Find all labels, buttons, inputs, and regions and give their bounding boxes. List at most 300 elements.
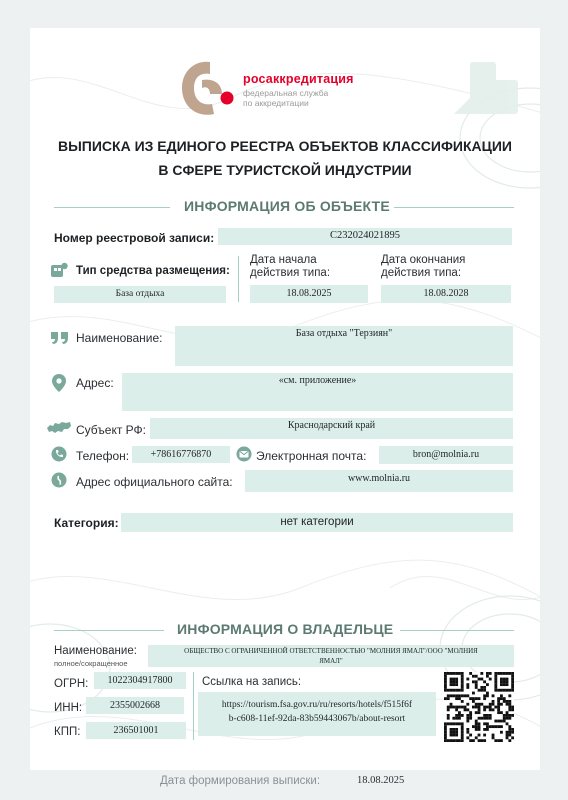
address-label: Адрес: (76, 376, 114, 390)
qr-module (444, 686, 447, 689)
qr-module (511, 675, 514, 678)
qr-module (458, 722, 461, 725)
qr-module (506, 711, 509, 714)
qr-module (508, 728, 511, 731)
qr-module (478, 739, 481, 742)
qr-module (486, 692, 489, 695)
registry-number-label: Номер реестровой записи: (54, 231, 215, 245)
region-value: Краснодарский край (150, 418, 513, 439)
qr-module (478, 717, 481, 720)
phone-label: Телефон: (76, 449, 130, 463)
qr-module (478, 703, 481, 706)
qr-module (469, 717, 472, 720)
start-date-label-line2: действия типа: (250, 267, 331, 279)
qr-module (447, 739, 450, 742)
qr-module (478, 711, 481, 714)
qr-module (472, 675, 475, 678)
qr-module (455, 717, 458, 720)
qr-module (466, 731, 469, 734)
qr-module (450, 694, 453, 697)
qr-module (500, 694, 503, 697)
qr-module (458, 694, 461, 697)
qr-module (503, 717, 506, 720)
qr-module (472, 680, 475, 683)
qr-module (475, 711, 478, 714)
qr-module (497, 739, 500, 742)
qr-module (494, 686, 497, 689)
qr-module (475, 728, 478, 731)
qr-module (458, 697, 461, 700)
qr-module (500, 678, 503, 681)
qr-module (497, 697, 500, 700)
qr-module (511, 714, 514, 717)
qr-module (494, 689, 497, 692)
qr-module (508, 739, 511, 742)
qr-module (444, 725, 447, 728)
qr-module (489, 706, 492, 709)
qr-module (506, 683, 509, 686)
qr-module (450, 734, 453, 737)
qr-module (494, 683, 497, 686)
qr-module (455, 694, 458, 697)
qr-module (450, 672, 453, 675)
qr-module (483, 689, 486, 692)
qr-module (472, 739, 475, 742)
qr-module (506, 714, 509, 717)
qr-module (508, 714, 511, 717)
qr-module (508, 717, 511, 720)
owner-name-value-line1: ОБЩЕСТВО С ОГРАНИЧЕННОЙ ОТВЕТСТВЕННОСТЬЮ "МОЛНИЯ ЯМАЛ"/ООО "МОЛНИЯ (184, 647, 478, 655)
qr-module (461, 736, 464, 739)
qr-module (503, 697, 506, 700)
qr-module (478, 722, 481, 725)
qr-module (452, 717, 455, 720)
qr-module (486, 717, 489, 720)
qr-module (461, 700, 464, 703)
owner-name-value-line2: ЯМАЛ" (319, 657, 343, 665)
qr-module (458, 714, 461, 717)
qr-module (455, 714, 458, 717)
qr-module (450, 689, 453, 692)
phone-icon (51, 446, 67, 462)
qr-module (447, 706, 450, 709)
object-name-value: База отдыха "Терзиян" (175, 326, 513, 366)
qr-module (478, 678, 481, 681)
qr-module (452, 689, 455, 692)
qr-module (450, 680, 453, 683)
qr-module (506, 731, 509, 734)
qr-module (511, 706, 514, 709)
qr-module (492, 694, 495, 697)
qr-module (497, 711, 500, 714)
qr-module (444, 736, 447, 739)
qr-module (452, 678, 455, 681)
qr-module (455, 697, 458, 700)
phone-value: +78616776870 (132, 446, 230, 463)
qr-module (508, 734, 511, 737)
rosaccreditation-logo-icon (176, 58, 238, 116)
qr-module (455, 731, 458, 734)
qr-module (489, 703, 492, 706)
owner-name-value (148, 645, 514, 667)
qr-module (508, 731, 511, 734)
owner-section-heading: ИНФОРМАЦИЯ О ВЛАДЕЛЬЦЕ (177, 621, 394, 637)
qr-module (475, 686, 478, 689)
qr-module (466, 686, 469, 689)
qr-module (461, 686, 464, 689)
building-icon (50, 262, 68, 278)
qr-module (497, 689, 500, 692)
qr-module (492, 725, 495, 728)
qr-module (455, 678, 458, 681)
qr-module (450, 722, 453, 725)
accommodation-type-label: Тип средства размещения: (76, 265, 230, 277)
qr-module (444, 728, 447, 731)
qr-module (486, 675, 489, 678)
qr-module (464, 708, 467, 711)
qr-module (497, 706, 500, 709)
qr-module (444, 683, 447, 686)
qr-module (486, 728, 489, 731)
qr-module (444, 680, 447, 683)
brand-subtitle-line2: по аккредитации (243, 98, 309, 108)
email-icon (235, 446, 253, 462)
qr-module (447, 697, 450, 700)
qr-module (503, 683, 506, 686)
end-date-label-line2: действия типа: (381, 267, 462, 279)
qr-module (508, 689, 511, 692)
qr-module (455, 739, 458, 742)
qr-module (469, 697, 472, 700)
qr-module (500, 680, 503, 683)
qr-module (469, 672, 472, 675)
location-pin-icon (51, 373, 67, 393)
owner-rule-left (54, 630, 164, 631)
qr-module (461, 675, 464, 678)
qr-module (455, 734, 458, 737)
object-section-heading: ИНФОРМАЦИЯ ОБ ОБЪЕКТЕ (184, 198, 390, 214)
qr-module (486, 694, 489, 697)
qr-module (497, 700, 500, 703)
brand-name: росаккредитация (243, 72, 354, 86)
object-name-label: Наименование: (76, 331, 163, 345)
owner-rule-right (400, 630, 514, 631)
record-link-value[interactable] (198, 692, 436, 736)
qr-module (469, 714, 472, 717)
qr-module (506, 689, 509, 692)
qr-module (483, 697, 486, 700)
qr-module (461, 725, 464, 728)
qr-module (486, 683, 489, 686)
qr-module (447, 672, 450, 675)
qr-module (461, 678, 464, 681)
qr-module (494, 672, 497, 675)
qr-module (497, 708, 500, 711)
qr-module (450, 728, 453, 731)
qr-module (511, 683, 514, 686)
qr-module (492, 708, 495, 711)
qr-module (508, 700, 511, 703)
qr-module (447, 717, 450, 720)
qr-module (503, 678, 506, 681)
qr-module (489, 717, 492, 720)
section-rule-left (54, 207, 170, 208)
qr-module (452, 739, 455, 742)
qr-module (483, 717, 486, 720)
qr-module (447, 722, 450, 725)
qr-module (478, 734, 481, 737)
russia-map-icon (46, 420, 72, 434)
qr-module (508, 672, 511, 675)
qr-module (458, 717, 461, 720)
qr-module (450, 703, 453, 706)
category-value: нет категории (121, 513, 513, 532)
qr-module (497, 672, 500, 675)
quote-icon (50, 331, 70, 345)
qr-module (508, 703, 511, 706)
qr-module (511, 672, 514, 675)
qr-module (497, 720, 500, 723)
document-title-line1: ВЫПИСКА ИЗ ЕДИНОГО РЕЕСТРА ОБЪЕКТОВ КЛАССИФИКАЦИИ (57, 138, 512, 154)
qr-module (500, 739, 503, 742)
qr-module (483, 728, 486, 731)
qr-module (500, 683, 503, 686)
qr-module (494, 739, 497, 742)
qr-module (492, 736, 495, 739)
qr-module (455, 680, 458, 683)
qr-module (480, 689, 483, 692)
qr-module (478, 728, 481, 731)
email-value: bron@molnia.ru (379, 446, 513, 464)
qr-module (486, 722, 489, 725)
brand-subtitle-line1: федеральная служба (243, 88, 329, 98)
qr-module (458, 739, 461, 742)
qr-module (475, 725, 478, 728)
qr-module (452, 672, 455, 675)
qr-module (486, 714, 489, 717)
globe-icon (51, 472, 67, 488)
qr-module (508, 708, 511, 711)
start-date-value: 18.08.2025 (250, 285, 368, 303)
qr-module (455, 672, 458, 675)
generation-date-value: 18.08.2025 (357, 775, 405, 786)
qr-module (480, 717, 483, 720)
qr-module (461, 731, 464, 734)
qr-module (461, 734, 464, 737)
qr-module (452, 734, 455, 737)
qr-module (461, 739, 464, 742)
qr-module (452, 680, 455, 683)
qr-module (452, 706, 455, 709)
qr-module (475, 736, 478, 739)
qr-module (466, 678, 469, 681)
qr-module (494, 706, 497, 709)
qr-module (489, 725, 492, 728)
qr-module (506, 722, 509, 725)
qr-module (480, 672, 483, 675)
record-link-line1[interactable]: https://tourism.fsa.gov.ru/ru/resorts/hotels/f515f6f (221, 700, 413, 710)
qr-module (483, 680, 486, 683)
qr-module (452, 683, 455, 686)
qr-module (511, 708, 514, 711)
qr-module (464, 706, 467, 709)
qr-module (503, 714, 506, 717)
owner-name-label: Наименование: (54, 645, 137, 657)
qr-module (500, 731, 503, 734)
qr-module (511, 736, 514, 739)
qr-module (506, 678, 509, 681)
qr-module (492, 734, 495, 737)
qr-module (447, 714, 450, 717)
qr-module (444, 722, 447, 725)
qr-module (497, 703, 500, 706)
qr-module (494, 720, 497, 723)
kpp-label: КПП: (54, 726, 81, 738)
qr-module (455, 728, 458, 731)
qr-module (478, 725, 481, 728)
end-date-label-line1: Дата окончания (381, 254, 466, 266)
record-link-label: Ссылка на запись: (202, 676, 302, 688)
qr-module (466, 714, 469, 717)
qr-module (494, 725, 497, 728)
inn-label: ИНН: (54, 702, 83, 714)
qr-module (478, 708, 481, 711)
qr-module (444, 739, 447, 742)
qr-module (480, 703, 483, 706)
qr-module (458, 672, 461, 675)
qr-module (503, 700, 506, 703)
qr-module (500, 689, 503, 692)
qr-module (508, 706, 511, 709)
qr-module (444, 697, 447, 700)
qr-module (450, 678, 453, 681)
qr-module (511, 689, 514, 692)
qr-module (450, 731, 453, 734)
generation-date-label: Дата формирования выписки: (160, 775, 321, 787)
qr-module (489, 708, 492, 711)
qr-module (444, 731, 447, 734)
qr-module (455, 683, 458, 686)
qr-module (475, 720, 478, 723)
qr-module (500, 703, 503, 706)
qr-module (447, 689, 450, 692)
qr-module (450, 739, 453, 742)
qr-module (492, 700, 495, 703)
qr-module (483, 739, 486, 742)
qr-module (452, 728, 455, 731)
kpp-value: 236501001 (86, 722, 186, 739)
qr-module (489, 678, 492, 681)
qr-module (497, 725, 500, 728)
qr-module (444, 672, 447, 675)
website-label: Адрес официального сайта: (76, 475, 233, 489)
qr-module (500, 720, 503, 723)
qr-module (444, 734, 447, 737)
qr-module (466, 708, 469, 711)
qr-module (478, 689, 481, 692)
qr-module (503, 689, 506, 692)
qr-module (472, 700, 475, 703)
qr-module (489, 714, 492, 717)
qr-module (480, 686, 483, 689)
qr-module (506, 703, 509, 706)
qr-module (500, 672, 503, 675)
qr-module (511, 731, 514, 734)
qr-module (506, 736, 509, 739)
address-value: «см. приложение» (122, 373, 513, 411)
qr-module (475, 680, 478, 683)
qr-module (472, 706, 475, 709)
qr-module (486, 672, 489, 675)
qr-module (466, 683, 469, 686)
qr-module (455, 706, 458, 709)
qr-module (472, 697, 475, 700)
qr-module (503, 680, 506, 683)
qr-module (452, 731, 455, 734)
section-rule-right (394, 207, 514, 208)
start-date-label-line1: Дата начала (250, 254, 317, 266)
qr-module (494, 678, 497, 681)
qr-module (464, 694, 467, 697)
qr-module (508, 694, 511, 697)
qr-module (511, 680, 514, 683)
qr-module (472, 692, 475, 695)
qr-module (483, 686, 486, 689)
qr-module (506, 680, 509, 683)
qr-module (452, 694, 455, 697)
qr-module (461, 706, 464, 709)
qr-module (489, 672, 492, 675)
qr-module (458, 706, 461, 709)
qr-module (503, 672, 506, 675)
qr-module (500, 697, 503, 700)
qr-module (461, 714, 464, 717)
qr-module (511, 728, 514, 731)
qr-module (466, 728, 469, 731)
qr-module (461, 680, 464, 683)
region-label: Субъект РФ: (76, 423, 146, 437)
document-title-line2: В СФЕРЕ ТУРИСТСКОЙ ИНДУСТРИИ (158, 162, 412, 178)
qr-module (506, 700, 509, 703)
qr-module (461, 728, 464, 731)
qr-module (486, 725, 489, 728)
qr-module (483, 706, 486, 709)
qr-module (483, 722, 486, 725)
qr-module (466, 720, 469, 723)
qr-module (450, 683, 453, 686)
qr-module (466, 717, 469, 720)
qr-code[interactable] (444, 672, 514, 742)
qr-module (472, 725, 475, 728)
qr-module (506, 717, 509, 720)
qr-module (475, 697, 478, 700)
inn-value: 2355002668 (86, 697, 184, 714)
qr-module (478, 697, 481, 700)
end-date-value: 18.08.2028 (381, 285, 511, 303)
qr-module (450, 706, 453, 709)
qr-module (475, 703, 478, 706)
qr-module (469, 711, 472, 714)
owner-divider (193, 672, 194, 740)
qr-module (508, 725, 511, 728)
qr-module (500, 711, 503, 714)
qr-module (478, 706, 481, 709)
record-link-line2[interactable]: b-c608-11ef-92da-83b59443067b/about-resort (228, 714, 406, 724)
qr-module (475, 706, 478, 709)
qr-module (506, 672, 509, 675)
qr-module (444, 675, 447, 678)
qr-module (475, 683, 478, 686)
